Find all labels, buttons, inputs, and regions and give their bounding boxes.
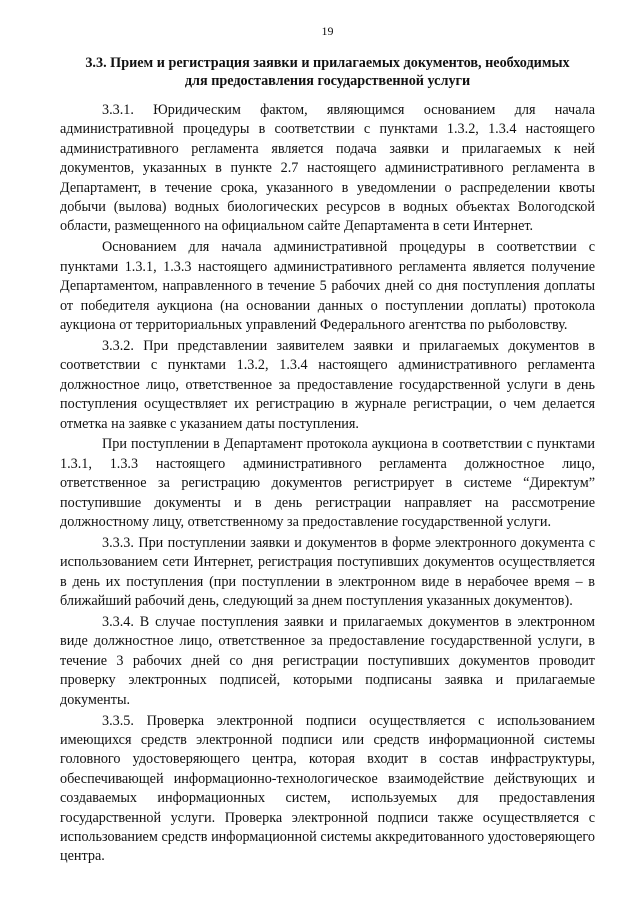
paragraph-protocol-registration: При поступлении в Департамент протокола аукциона в соответствии с пунктами 1.3.1, 1.3.3 настоящего административного регламента должностное лицо, ответственное за регистрацию документов регистрирует в системе “Директум” поступившие документы и в день регистрации направляет на рассмотрение должностному лицу, ответственному за предоставление государственной услуги. <box>60 436 595 531</box>
section-title-line-2: для предоставления государственной услуги <box>184 72 471 89</box>
paragraph-3-3-5: 3.3.5. Проверка электронной подписи осуществляется с использованием имеющихся средств электронной подписи или средств информационной системы головного удостоверяющего центра, которая входит в состав инфраструктуры, обеспечивающей информационно-технологическое взаимодействие действующих и создаваемых информационных систем, используемых для предоставления государственной услуги. Проверка электронной подписи также осуществляется с использованием средств информационной системы аккредитованного удостоверяющего центра. <box>60 712 595 865</box>
paragraph-3-3-2: 3.3.2. При представлении заявителем заявки и прилагаемых документов в соответствии с пунктами 1.3.2, 1.3.4 настоящего административного регламента должностное лицо, ответственное за предоставление государственной услуги в день поступления осуществляет их регистрацию в журнале регистрации, о чем делается отметка на заявке с указанием даты поступления. <box>60 337 595 432</box>
paragraph-3-3-3: 3.3.3. При поступлении заявки и документов в форме электронного документа с использованием сети Интернет, регистрация поступивших документов осуществляется в день их поступления (при поступлении в электронном виде в нерабочее время – в ближайший рабочий день, следующий за днем поступления указанных документов). <box>60 534 595 610</box>
section-title <box>60 55 595 90</box>
page-number: 19 <box>321 24 334 38</box>
document-body <box>60 101 595 868</box>
section-title-line-1: 3.3. Прием и регистрация заявки и прилагаемых документов, необходимых <box>85 55 570 71</box>
paragraph-basis: Основанием для начала административной процедуры в соответствии с пунктами 1.3.1, 1.3.3 настоящего административного регламента является получение Департаментом, направленного в течение 5 рабочих дней со дня поступления доплаты от победителя аукциона (на основании данных о поступлении доплаты) протокола аукциона от территориальных управлений Федерального агентства по рыболовству. <box>60 239 595 333</box>
paragraph-3-3-4: 3.3.4. В случае поступления заявки и прилагаемых документов в электронном виде должностное лицо, ответственное за предоставление государственной услуги, в течение 3 рабочих дней со дня регистрации поступивших документов проводит проверку электронных подписей, которыми подписаны заявка и прилагаемые документы. <box>60 614 595 708</box>
paragraph-3-3-1: 3.3.1. Юридическим фактом, являющимся основанием для начала административной процедуры в соответствии с пунктами 1.3.2, 1.3.4 настоящего административного регламента является подача заявки и прилагаемых к ней документов, указанных в пункте 2.7 настоящего административного регламента в Департамент, в течение срока, указанного в уведомлении о распределении квоты добычи (вылова) водных биологических ресурсов в водных объектах Вологодской области, размещенного на официальном сайте Департамента в сети Интернет. <box>60 102 595 235</box>
